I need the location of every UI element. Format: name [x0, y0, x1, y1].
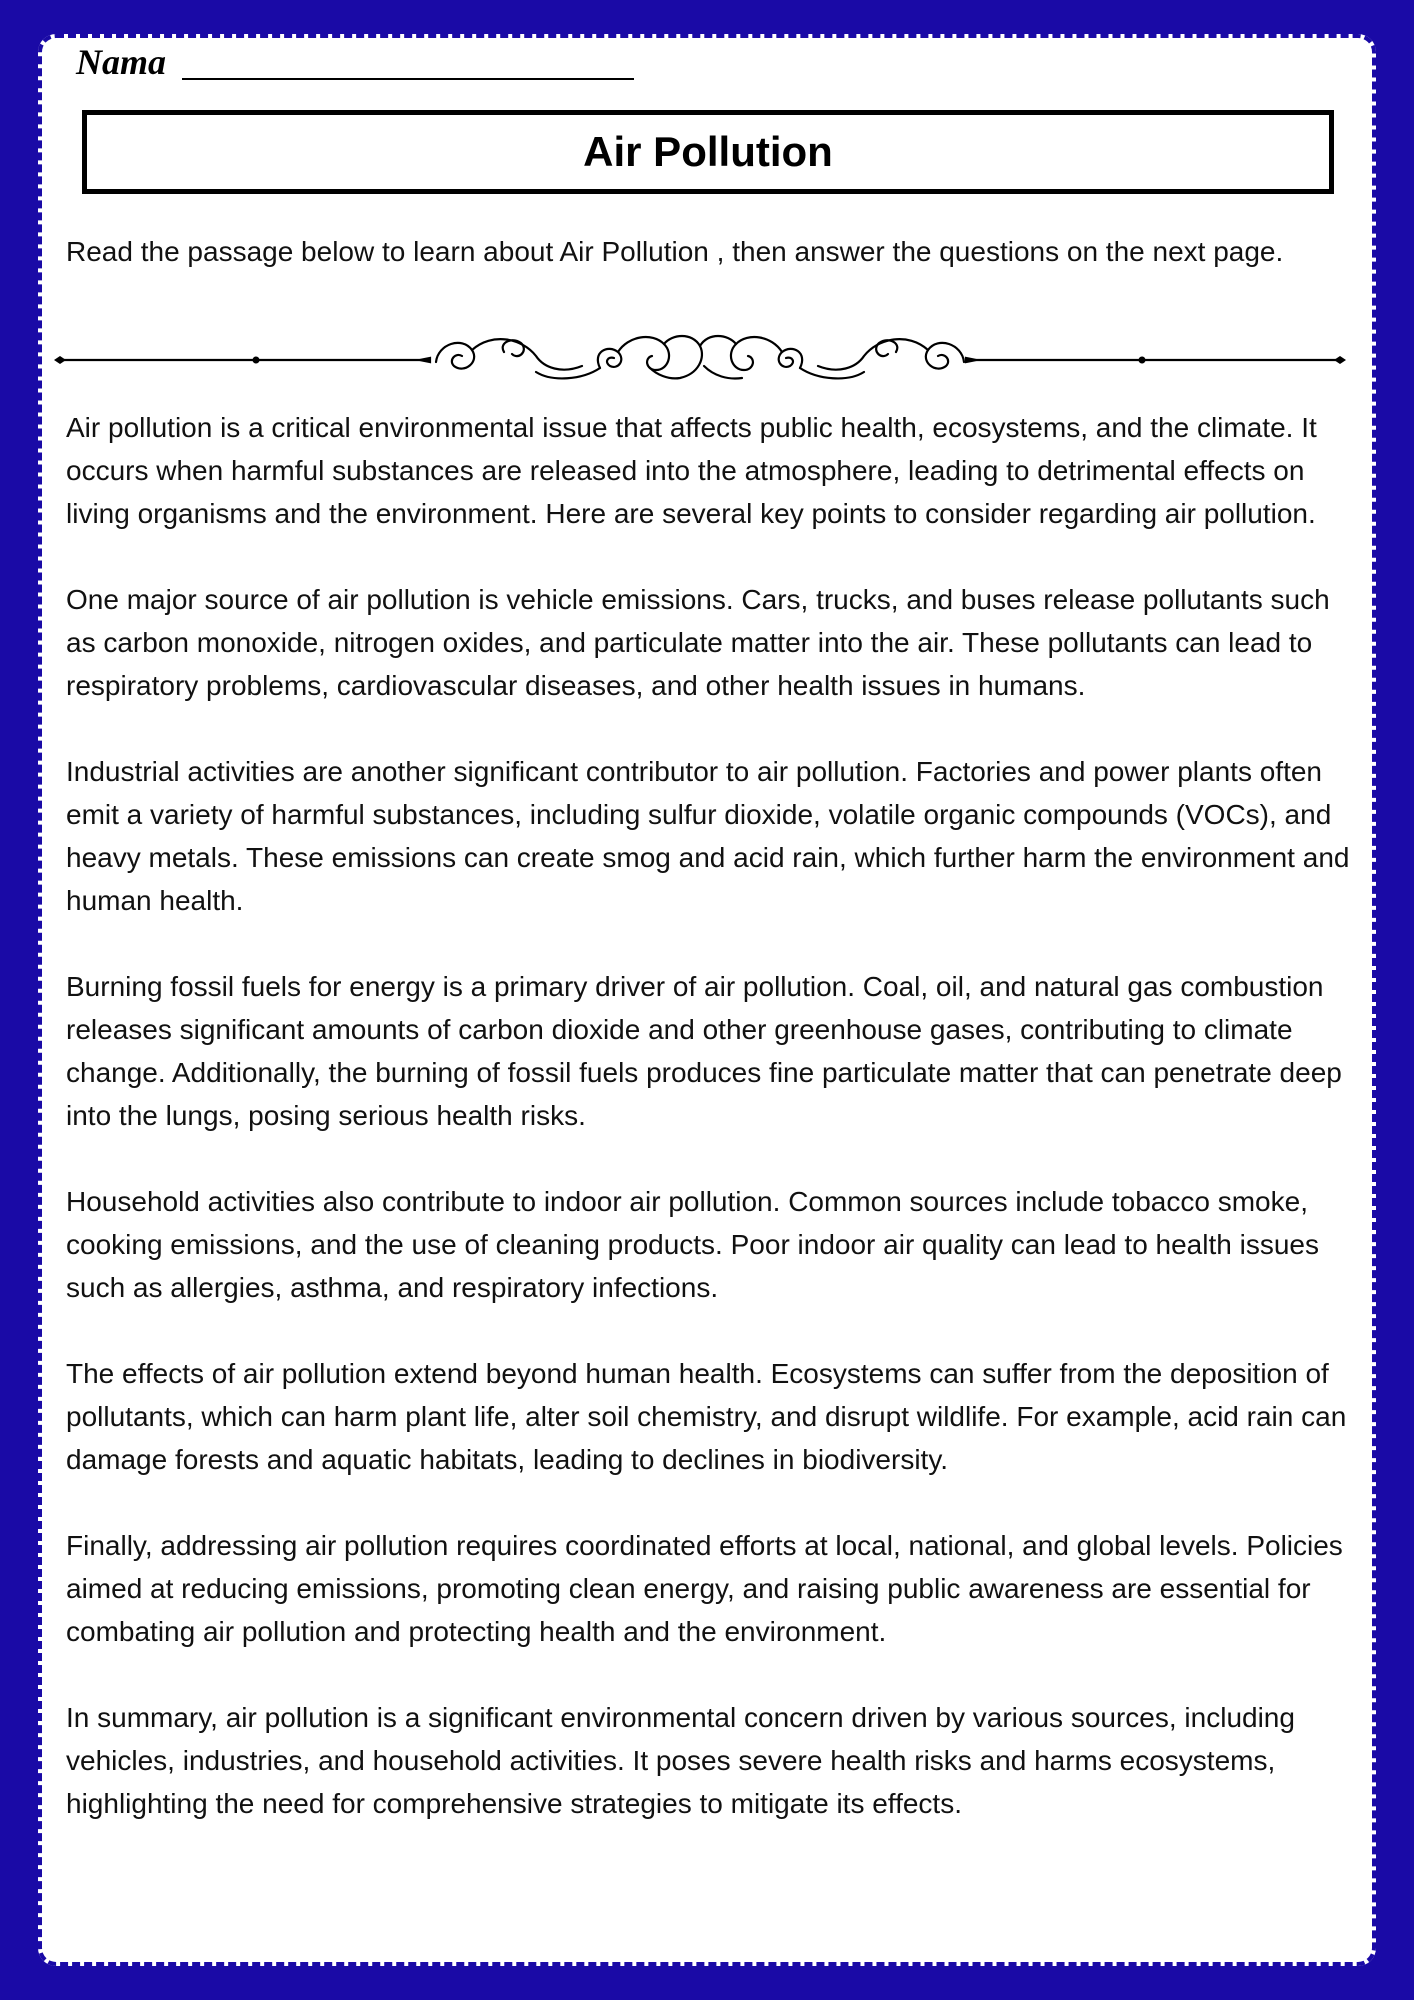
name-label: Nama — [76, 42, 166, 82]
passage-paragraph: In summary, air pollution is a significant environmental concern driven by various sources, including vehicles, industries, and household activities. It poses severe health risks and harms ecosystems, highlighting the need for comprehensive strategies to mitigate its effects. — [66, 1702, 1295, 1819]
passage-paragraph: Industrial activities are another significant contributor to air pollution. Factories and power plants often emit a variety of harmful substances, including sulfur dioxide, volatile organic compounds (VOCs), and heavy metals. These emissions can create smog and acid rain, which further harm the environment and human health. — [66, 756, 1350, 916]
passage-paragraph: The effects of air pollution extend beyond human health. Ecosystems can suffer from the deposition of pollutants, which can harm plant life, alter soil chemistry, and disrupt wildlife. For example, acid rain can damage forests and aquatic habitats, leading to declines in biodiversity. — [66, 1358, 1347, 1475]
ornamental-scroll-divider-icon — [52, 322, 1348, 394]
name-field-row — [76, 44, 634, 80]
intro-instructions: Read the passage below to learn about Air Pollution , then answer the questions on the next page. — [66, 236, 1284, 267]
passage-paragraph: Finally, addressing air pollution requires coordinated efforts at local, national, and global levels. Policies aimed at reducing emissions, promoting clean energy, and raising public awareness are essential for combating air pollution and protecting health and the environment. — [66, 1530, 1343, 1647]
passage-paragraph: One major source of air pollution is vehicle emissions. Cars, trucks, and buses release pollutants such as carbon monoxide, nitrogen oxides, and particulate matter into the air. These pollutants can lead to respiratory problems, cardiovascular diseases, and other health issues in humans. — [66, 584, 1330, 701]
passage-paragraph: Air pollution is a critical environmental issue that affects public health, ecosystems, and the climate. It occurs when harmful substances are released into the atmosphere, leading to detrimental effects on living organisms and the environment. Here are several key points to consider regarding air pollution. — [66, 412, 1317, 529]
passage-paragraph: Household activities also contribute to indoor air pollution. Common sources include tobacco smoke, cooking emissions, and the use of cleaning products. Poor indoor air quality can lead to health issues such as allergies, asthma, and respiratory infections. — [66, 1186, 1319, 1303]
reading-passage — [66, 406, 1352, 1868]
title-box — [82, 110, 1334, 194]
page-title: Air Pollution — [583, 128, 833, 175]
name-write-line[interactable] — [182, 78, 634, 80]
passage-paragraph: Burning fossil fuels for energy is a primary driver of air pollution. Coal, oil, and natural gas combustion releases significant amounts of carbon dioxide and other greenhouse gases, contributing to climate change. Additionally, the burning of fossil fuels produces fine particulate matter that can penetrate deep into the lungs, posing serious health risks. — [66, 971, 1342, 1131]
